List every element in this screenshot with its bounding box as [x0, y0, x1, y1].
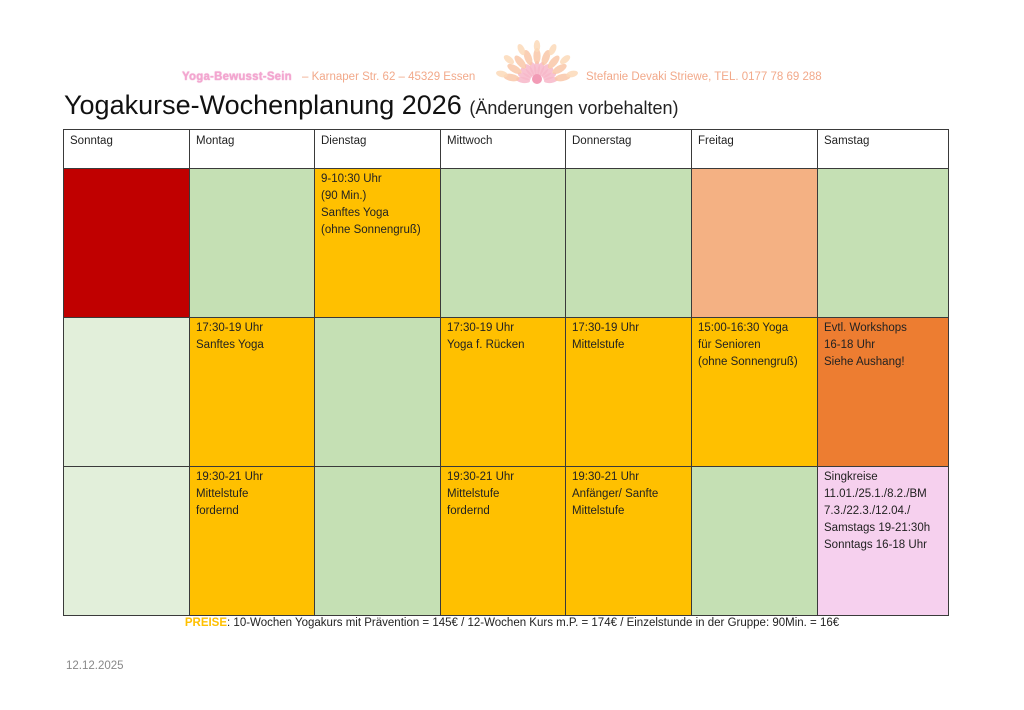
course-cell: [818, 467, 949, 616]
course-text: 9-10:30 Uhr: [321, 173, 382, 185]
empty-cell: [315, 467, 441, 616]
course-text: Mittelstufe: [572, 505, 625, 517]
empty-cell: [315, 318, 441, 467]
empty-cell: [441, 169, 566, 318]
mandala-petal: [502, 53, 515, 65]
course-text: Siehe Aushang!: [824, 356, 905, 368]
title-main: Yogakurse-Wochenplanung 2026: [64, 90, 462, 120]
course-cell: [190, 467, 315, 616]
day-header-row: [64, 130, 949, 169]
mandala-center: [532, 74, 542, 84]
mandala-petal: [534, 40, 540, 52]
mandala-petal: [558, 53, 571, 65]
course-cell: [818, 318, 949, 467]
price-label: PREISE: [184, 617, 228, 629]
day-header: Donnerstag: [566, 130, 692, 169]
day-header: Freitag: [692, 130, 818, 169]
course-cell: [315, 169, 441, 318]
empty-cell: [818, 169, 949, 318]
day-header: Samstag: [818, 130, 949, 169]
course-text: Evtl. Workshops: [824, 322, 907, 334]
course-text: 17:30-19 Uhr: [196, 322, 264, 334]
course-text: Sanftes Yoga: [196, 339, 264, 351]
course-cell: [441, 467, 566, 616]
course-text: Mittelstufe: [196, 488, 249, 500]
course-cell: [190, 318, 315, 467]
course-text: Mittelstufe: [572, 339, 625, 351]
address: – Karnaper Str. 62 – 45329 Essen: [302, 71, 476, 83]
day-header: Dienstag: [315, 130, 441, 169]
course-text: 7.3./22.3./12.04./: [824, 505, 911, 517]
empty-cell: [64, 467, 190, 616]
course-text: (90 Min.): [321, 190, 367, 202]
time-slot-row: [64, 467, 949, 616]
course-text: fordernd: [447, 505, 490, 517]
day-header: Montag: [190, 130, 315, 169]
course-cell: [566, 467, 692, 616]
course-text: Anfänger/ Sanfte: [572, 488, 659, 500]
empty-cell: [566, 169, 692, 318]
course-text: 11.01./25.1./8.2./BM: [824, 488, 927, 500]
title-note: (Änderungen vorbehalten): [469, 98, 679, 118]
time-slot-row: [64, 318, 949, 467]
course-text: 17:30-19 Uhr: [447, 322, 515, 334]
course-text: Yoga f. Rücken: [447, 339, 525, 351]
contact-info: Stefanie Devaki Striewe, TEL. 0177 78 69 288: [586, 71, 822, 83]
course-text: fordernd: [196, 505, 239, 517]
course-text: Sonntags 16-18 Uhr: [824, 539, 927, 551]
day-header: Sonntag: [64, 130, 190, 169]
price-text: : 10-Wochen Yogakurs mit Prävention = 145€ / 12-Wochen Kurs m.P. = 174€ / Einzelstunde in der Gruppe: 90Min. = 16€: [227, 617, 840, 629]
course-text: 19:30-21 Uhr: [447, 471, 515, 483]
course-text: 16-18 Uhr: [824, 339, 876, 351]
day-header: Mittwoch: [441, 130, 566, 169]
empty-cell: [64, 169, 190, 318]
time-slot-row: [64, 169, 949, 318]
brand-name: Yoga-Bewusst-Sein: [182, 71, 292, 83]
course-text: Sanftes Yoga: [321, 207, 389, 219]
course-text: (ohne Sonnengruß): [321, 224, 421, 236]
course-text: Singkreise: [824, 471, 878, 483]
empty-cell: [692, 467, 818, 616]
course-text: für Senioren: [698, 339, 761, 351]
course-text: 19:30-21 Uhr: [196, 471, 264, 483]
empty-cell: [190, 169, 315, 318]
course-text: 15:00-16:30 Yoga: [698, 322, 789, 334]
course-text: Mittelstufe: [447, 488, 500, 500]
course-text: Samstags 19-21:30h: [824, 522, 931, 534]
price-info: [0, 617, 1024, 629]
course-cell: [441, 318, 566, 467]
mandala-lotus-icon: [494, 38, 580, 86]
weekly-schedule-table: [63, 129, 949, 616]
document-date: 12.12.2025: [66, 660, 124, 672]
course-text: 17:30-19 Uhr: [572, 322, 640, 334]
course-text: 19:30-21 Uhr: [572, 471, 640, 483]
course-text: (ohne Sonnengruß): [698, 356, 798, 368]
empty-cell: [64, 318, 190, 467]
course-cell: [566, 318, 692, 467]
course-cell: [692, 318, 818, 467]
page-title: [64, 90, 679, 121]
empty-cell: [692, 169, 818, 318]
